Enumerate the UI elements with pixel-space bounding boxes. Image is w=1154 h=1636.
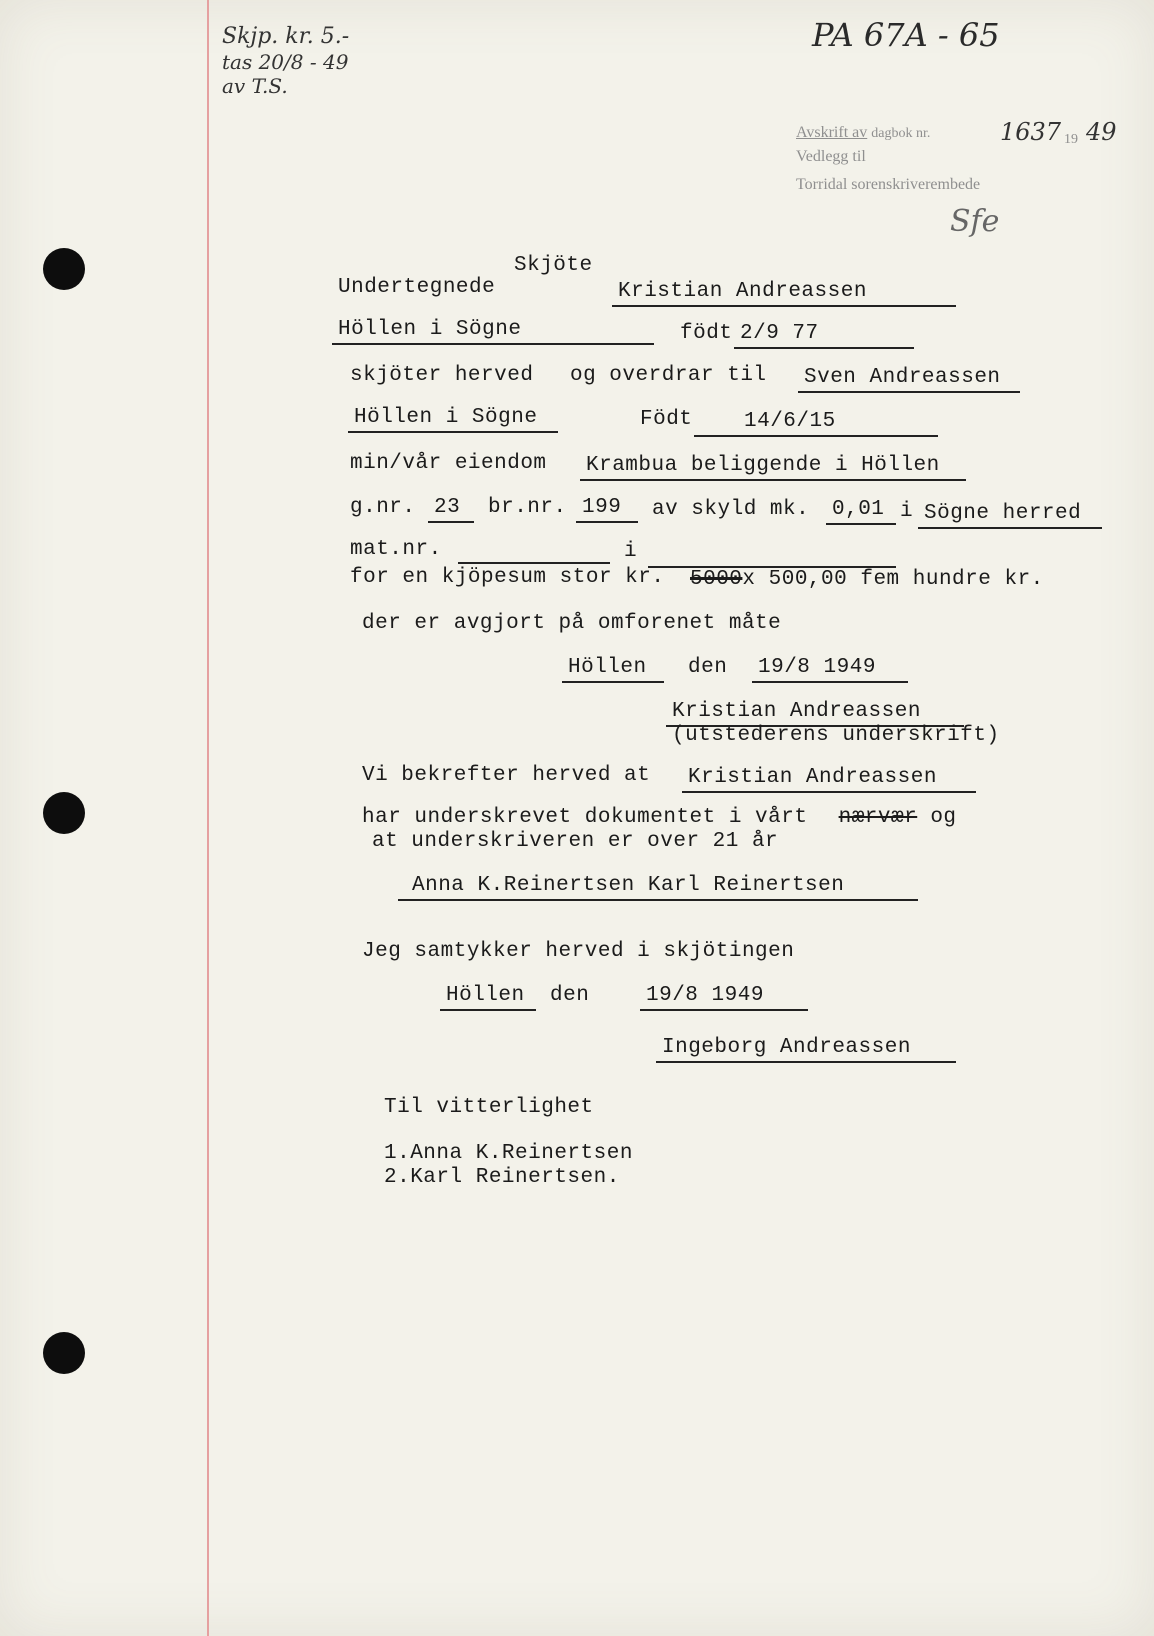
gnr-label: g.nr. [350, 496, 416, 519]
price-label: for en kjöpesum stor kr. [350, 566, 665, 589]
archive-reference: PA 67A - 65 [812, 16, 1000, 54]
top-left-note-line1: Skjp. kr. 5.- [222, 24, 350, 49]
seller-name-field: Kristian Andreassen [612, 280, 956, 307]
skyld-field: 0,01 [826, 498, 896, 525]
price-value: x 500,00 fem hundre kr. [742, 568, 1044, 591]
stamp-initials: Sfe [950, 204, 1000, 239]
margin-rule [207, 0, 209, 1636]
den-label1: den [688, 656, 728, 679]
witness-signatures-field: Anna K.Reinertsen Karl Reinertsen [398, 874, 918, 901]
property-name-field: Krambua beliggende i Höllen [580, 454, 966, 481]
stamp-dagbok-nr: 1637 [1000, 118, 1062, 146]
seller-born-field: 2/9 77 [734, 322, 914, 349]
confirm-line3: at underskriveren er over 21 år [372, 830, 779, 853]
buyer-born-field: 14/6/15 [694, 410, 938, 437]
top-left-note-line2: tas 20/8 - 49 [222, 50, 349, 74]
signature1-caption: (utstederens underskrift) [672, 724, 1000, 747]
signature1-field: Kristian Andreassen [666, 700, 964, 727]
skyld-label: av skyld mk. [652, 498, 810, 521]
skyld-i-label: i [900, 500, 914, 523]
transfer-to-text: og overdrar til [570, 364, 767, 387]
date1-field: 19/8 1949 [752, 656, 908, 683]
stamp-line2: Vedlegg til [796, 148, 866, 165]
witness1: 1.Anna K.Reinertsen [384, 1142, 633, 1165]
seller-address-field: Höllen i Sögne [332, 318, 654, 345]
witness-heading: Til vitterlighet [384, 1096, 594, 1119]
stamp-year-suffix: 49 [1086, 118, 1117, 146]
price-line [690, 568, 1044, 591]
place1-field: Höllen [562, 656, 664, 683]
gnr-field: 23 [428, 496, 474, 523]
date2-field: 19/8 1949 [640, 984, 808, 1011]
brnr-label: br.nr. [488, 496, 567, 519]
confirm-line2: har underskrevet dokumentet i vårt nærvær og [362, 806, 957, 829]
confirm-name-field: Kristian Andreassen [682, 766, 976, 793]
signature2-field: Ingeborg Andreassen [656, 1036, 956, 1063]
den-label2: den [550, 984, 590, 1007]
top-left-note-line3: av T.S. [222, 74, 288, 98]
consent-text: Jeg samtykker herved i skjötingen [362, 940, 795, 963]
matnr-blank [458, 562, 610, 564]
stamp-line3: Torridal sorenskriverembede [796, 176, 981, 193]
matnr-label: mat.nr. [350, 538, 442, 561]
buyer-address-field: Höllen i Sögne [348, 406, 558, 433]
settled-text: der er avgjort på omforenet måte [362, 612, 782, 635]
place2-field: Höllen [440, 984, 536, 1011]
confirm-prefix: Vi bekrefter herved at [362, 764, 651, 787]
punch-hole-bottom [43, 1332, 85, 1374]
witness2: 2.Karl Reinertsen. [384, 1166, 620, 1189]
brnr-field: 199 [576, 496, 638, 523]
buyer-born-label: Födt [640, 408, 693, 431]
price-struck: 5000 [690, 568, 743, 591]
buyer-name-field: Sven Andreassen [798, 366, 1020, 393]
punch-hole-middle [43, 792, 85, 834]
deed-heading: Skjöte [514, 254, 593, 277]
herred-field: Sögne herred [918, 502, 1102, 529]
undersigned-label: Undertegnede [338, 276, 496, 299]
property-label: min/vår eiendom [350, 452, 547, 475]
punch-hole-top [43, 248, 85, 290]
transfer-text: skjöter herved [350, 364, 534, 387]
born-label: födt [680, 322, 733, 345]
matnr-i-label: i [624, 540, 638, 563]
stamp-year-prefix: 19 [1064, 132, 1078, 147]
stamp-line1: Avskrift av dagbok nr. [796, 124, 931, 141]
